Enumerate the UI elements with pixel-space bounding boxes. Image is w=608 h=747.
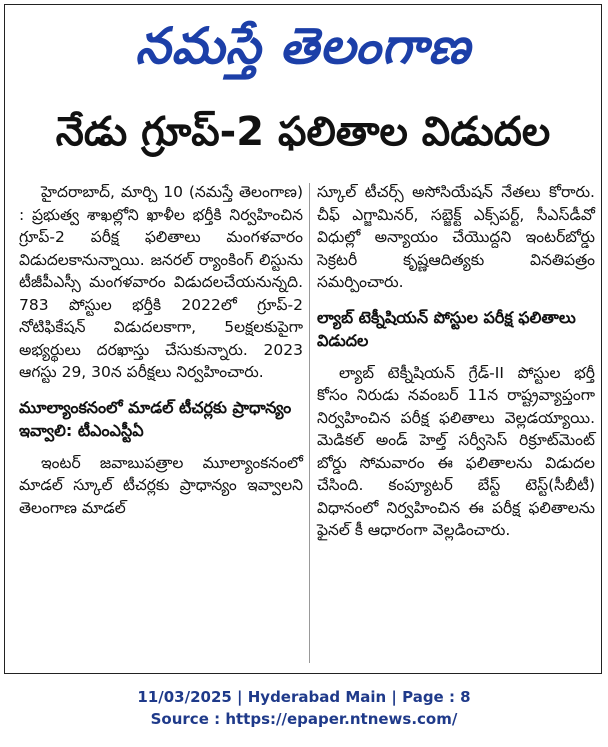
masthead-title: నమస్తే తెలంగాణ bbox=[135, 17, 471, 75]
footer-date-edition: 11/03/2025 | Hyderabad Main | Page : 8 bbox=[137, 688, 471, 706]
left-paragraph-1: హైదరాబాద్, మార్చి 10 (నమస్తే తెలంగాణ) : ప్రభుత్వ శాఖల్లోని ఖాళీల భర్తీకి నిర్వహించిన గ్రూప్-2 పరీక్ష ఫలితాలు మంగళవారం విడుదలకానున్నాయి. జనరల్ ర్యాంకింగ్ లిస్టును టీజీపీఎస్సీ మంగళవారం విడుదలచేయనున్నది. 783 పోస్టుల భర్తీకి 2022లో గ్రూప్-2 నోటిఫికేషన్ విడుదలకాగా, 5లక్షలకుపైగా అభ్యర్థులు దరఖాస్తు చేసుకున్నారు. 2023 ఆగస్టు 29, 30న పరీక్షలు నిర్వహించారు. bbox=[19, 183, 303, 381]
article-headline: నేడు గ్రూప్-2 ఫలితాల విడుదల bbox=[55, 109, 551, 155]
newspaper-clipping bbox=[4, 4, 602, 674]
right-paragraph-2: ల్యాబ్ టెక్నీషియన్ గ్రేడ్-II పోస్టుల భర్తీ కోసం నిరుడు నవంబర్ 11న రాష్ట్రవ్యాప్తంగా నిర్వహించిన పరీక్ష ఫలితాలు వెల్లడయ్యాయి. మెడికల్ అండ్ హెల్త్ సర్వీసెస్ రిక్రూట్‌మెంట్ బోర్డు సోమవారం ఈ ఫలితాలను విడుదల చేసింది. కంప్యూటర్ బేస్ట్ టెస్ట్(సీబీటీ) విధానంలో నిర్వహించిన ఈ పరీక్ష ఫలితాలను ఫైనల్ కీ ఆధారంగా వెల్లడించారు. bbox=[317, 363, 595, 539]
article-right-column bbox=[317, 181, 595, 542]
footer-source: Source : https://epaper.ntnews.com/ bbox=[150, 710, 458, 728]
article-left-column bbox=[19, 181, 303, 519]
right-paragraph-1: స్కూల్ టీచర్స్ అసోసియేషన్ నేతలు కోరారు. చీఫ్ ఎగ్జామినర్, సబ్జెక్ట్ ఎక్స్‌పర్ట్, సీఎస్‌డీవో విధుల్లో అన్యాయం చేయొద్దని ఇంటర్‌బోర్డు సెక్రటరీ కృష్ణఆదిత్యకు వినతిపత్రం సమర్పించారు. bbox=[317, 183, 595, 291]
column-divider bbox=[309, 183, 310, 663]
right-subheading: ల్యాబ్ టెక్నీషియన్ పోస్టుల పరీక్ష ఫలితాలు విడుదల bbox=[317, 307, 576, 350]
left-subheading: మూల్యాంకనంలో మాడల్ టీచర్లకు ప్రాధాన్యం ఇవ్వాలి: టీఎంఎస్టీఏ bbox=[19, 397, 292, 440]
left-paragraph-2: ఇంటర్ జవాబుపత్రాల మూల్యాంకనంలో మాడల్ స్కూల్ టీచర్లకు ప్రాధాన్యం ఇవ్వాలని తెలంగాణ మాడల్ bbox=[19, 453, 303, 517]
